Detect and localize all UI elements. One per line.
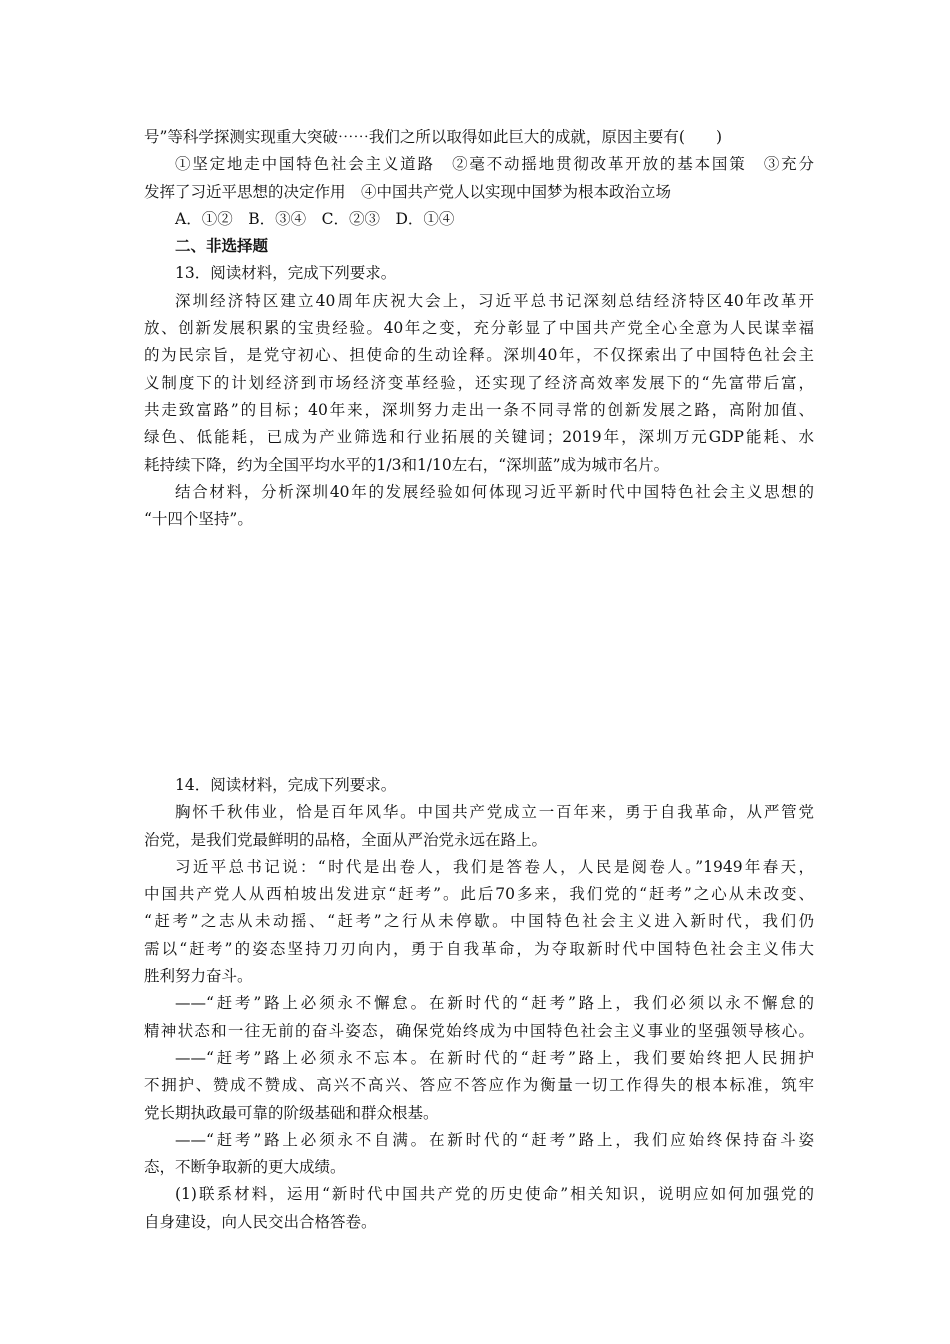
q14-para5-line: 态，不断争取新的更大成绩。: [144, 1158, 346, 1177]
q13-material-line: 耗持续下降，约为全国平均水平的1/3和1/10左右，“深圳蓝”成为城市名片。: [144, 455, 670, 474]
q14-para2-line: 习近平总书记说：“时代是出卷人，我们是答卷人，人民是阅卷人。”1949年春天，: [175, 857, 814, 876]
section-title: 二、非选择题: [175, 237, 269, 256]
q14-para5-line: ——“赶考”路上必须永不自满。在新时代的“赶考”路上，我们应始终保持奋斗姿: [175, 1130, 814, 1149]
q14-question-line: 自身建设，向人民交出合格答卷。: [144, 1212, 377, 1231]
q12-answer-choices: A．①② B．③④ C．②③ D．①④: [175, 209, 455, 228]
q14-para1-line: 治党，是我们党最鲜明的品格，全面从严治党永远在路上。: [144, 830, 548, 849]
q13-material-line: 绿色、低能耗，已成为产业筛选和行业拓展的关键词；2019年，深圳万元GDP能耗、水: [144, 428, 814, 447]
upper-section: [144, 124, 814, 533]
q14-para2-line: “赶考”之志从未动摇、“赶考”之行从未停歇。中国特色社会主义进入新时代，我们仍: [144, 912, 814, 931]
q13-question-line: 结合材料，分析深圳40年的发展经验如何体现习近平新时代中国特色社会主义思想的: [175, 482, 814, 501]
q14-para4-line: 不拥护、赞成不赞成、高兴不高兴、答应不答应作为衡量一切工作得失的根本标准，筑牢: [144, 1076, 814, 1095]
q14-para4-line: 党长期执政最可靠的阶级基础和群众根基。: [144, 1103, 439, 1122]
q14-question-line: (1)联系材料，运用“新时代中国共产党的历史使命”相关知识，说明应如何加强党的: [175, 1185, 814, 1204]
q13-material-line: 放、创新发展积累的宝贵经验。40年之变，充分彰显了中国共产党全心全意为人民谋幸福: [144, 319, 814, 338]
q13-material-line: 深圳经济特区建立40周年庆祝大会上，习近平总书记深刻总结经济特区40年改革开: [175, 291, 814, 310]
q14-title: 14．阅读材料，完成下列要求。: [175, 776, 397, 794]
q13-title: 13．阅读材料，完成下列要求。: [175, 264, 397, 283]
q13-material-line: 义制度下的计划经济到市场经济变革经验，还实现了经济高效率发展下的“先富带后富，: [144, 373, 814, 392]
q14-para3-line: ——“赶考”路上必须永不懈怠。在新时代的“赶考”路上，我们必须以永不懈怠的: [175, 994, 814, 1013]
q13-material-line: 共走致富路”的目标；40年来，深圳努力走出一条不同寻常的创新发展之路，高附加值、: [144, 400, 814, 419]
q14-para2-line: 中国共产党人从西柏坡出发进京“赶考”。此后70多来，我们党的“赶考”之心从未改变、: [144, 885, 814, 904]
q14-para2-line: 需以“赶考”的姿态坚持刀刃向内，勇于自我革命，为夺取新时代中国特色社会主义伟大: [144, 939, 814, 958]
q13-material-line: 的为民宗旨，是党守初心、担使命的生动诠释。深圳40年，不仅探索出了中国特色社会主: [144, 346, 814, 365]
q14-para4-line: ——“赶考”路上必须永不忘本。在新时代的“赶考”路上，我们要始终把人民拥护: [175, 1048, 814, 1067]
q12-options-line-2: 发挥了习近平思想的决定作用 ④中国共产党人以实现中国梦为根本政治立场: [144, 182, 672, 201]
q14-para3-line: 精神状态和一往无前的奋斗姿态，确保党始终成为中国特色社会主义事业的坚强领导核心。: [144, 1021, 814, 1040]
q12-stem-tail: 号”等科学探测实现重大突破⋯⋯我们之所以取得如此巨大的成就，原因主要有( ): [144, 128, 723, 146]
q13-question-line: “十四个坚持”。: [144, 510, 253, 529]
q12-options-line-1: ①坚定地走中国特色社会主义道路 ②毫不动摇地贯彻改革开放的基本国策 ③充分: [175, 155, 814, 174]
q14-para1-line: 胸怀千秋伟业，恰是百年风华。中国共产党成立一百年来，勇于自我革命，从严管党: [175, 803, 814, 822]
q14-para2-line: 胜利努力奋斗。: [144, 967, 253, 986]
q14-section: [144, 772, 814, 1236]
